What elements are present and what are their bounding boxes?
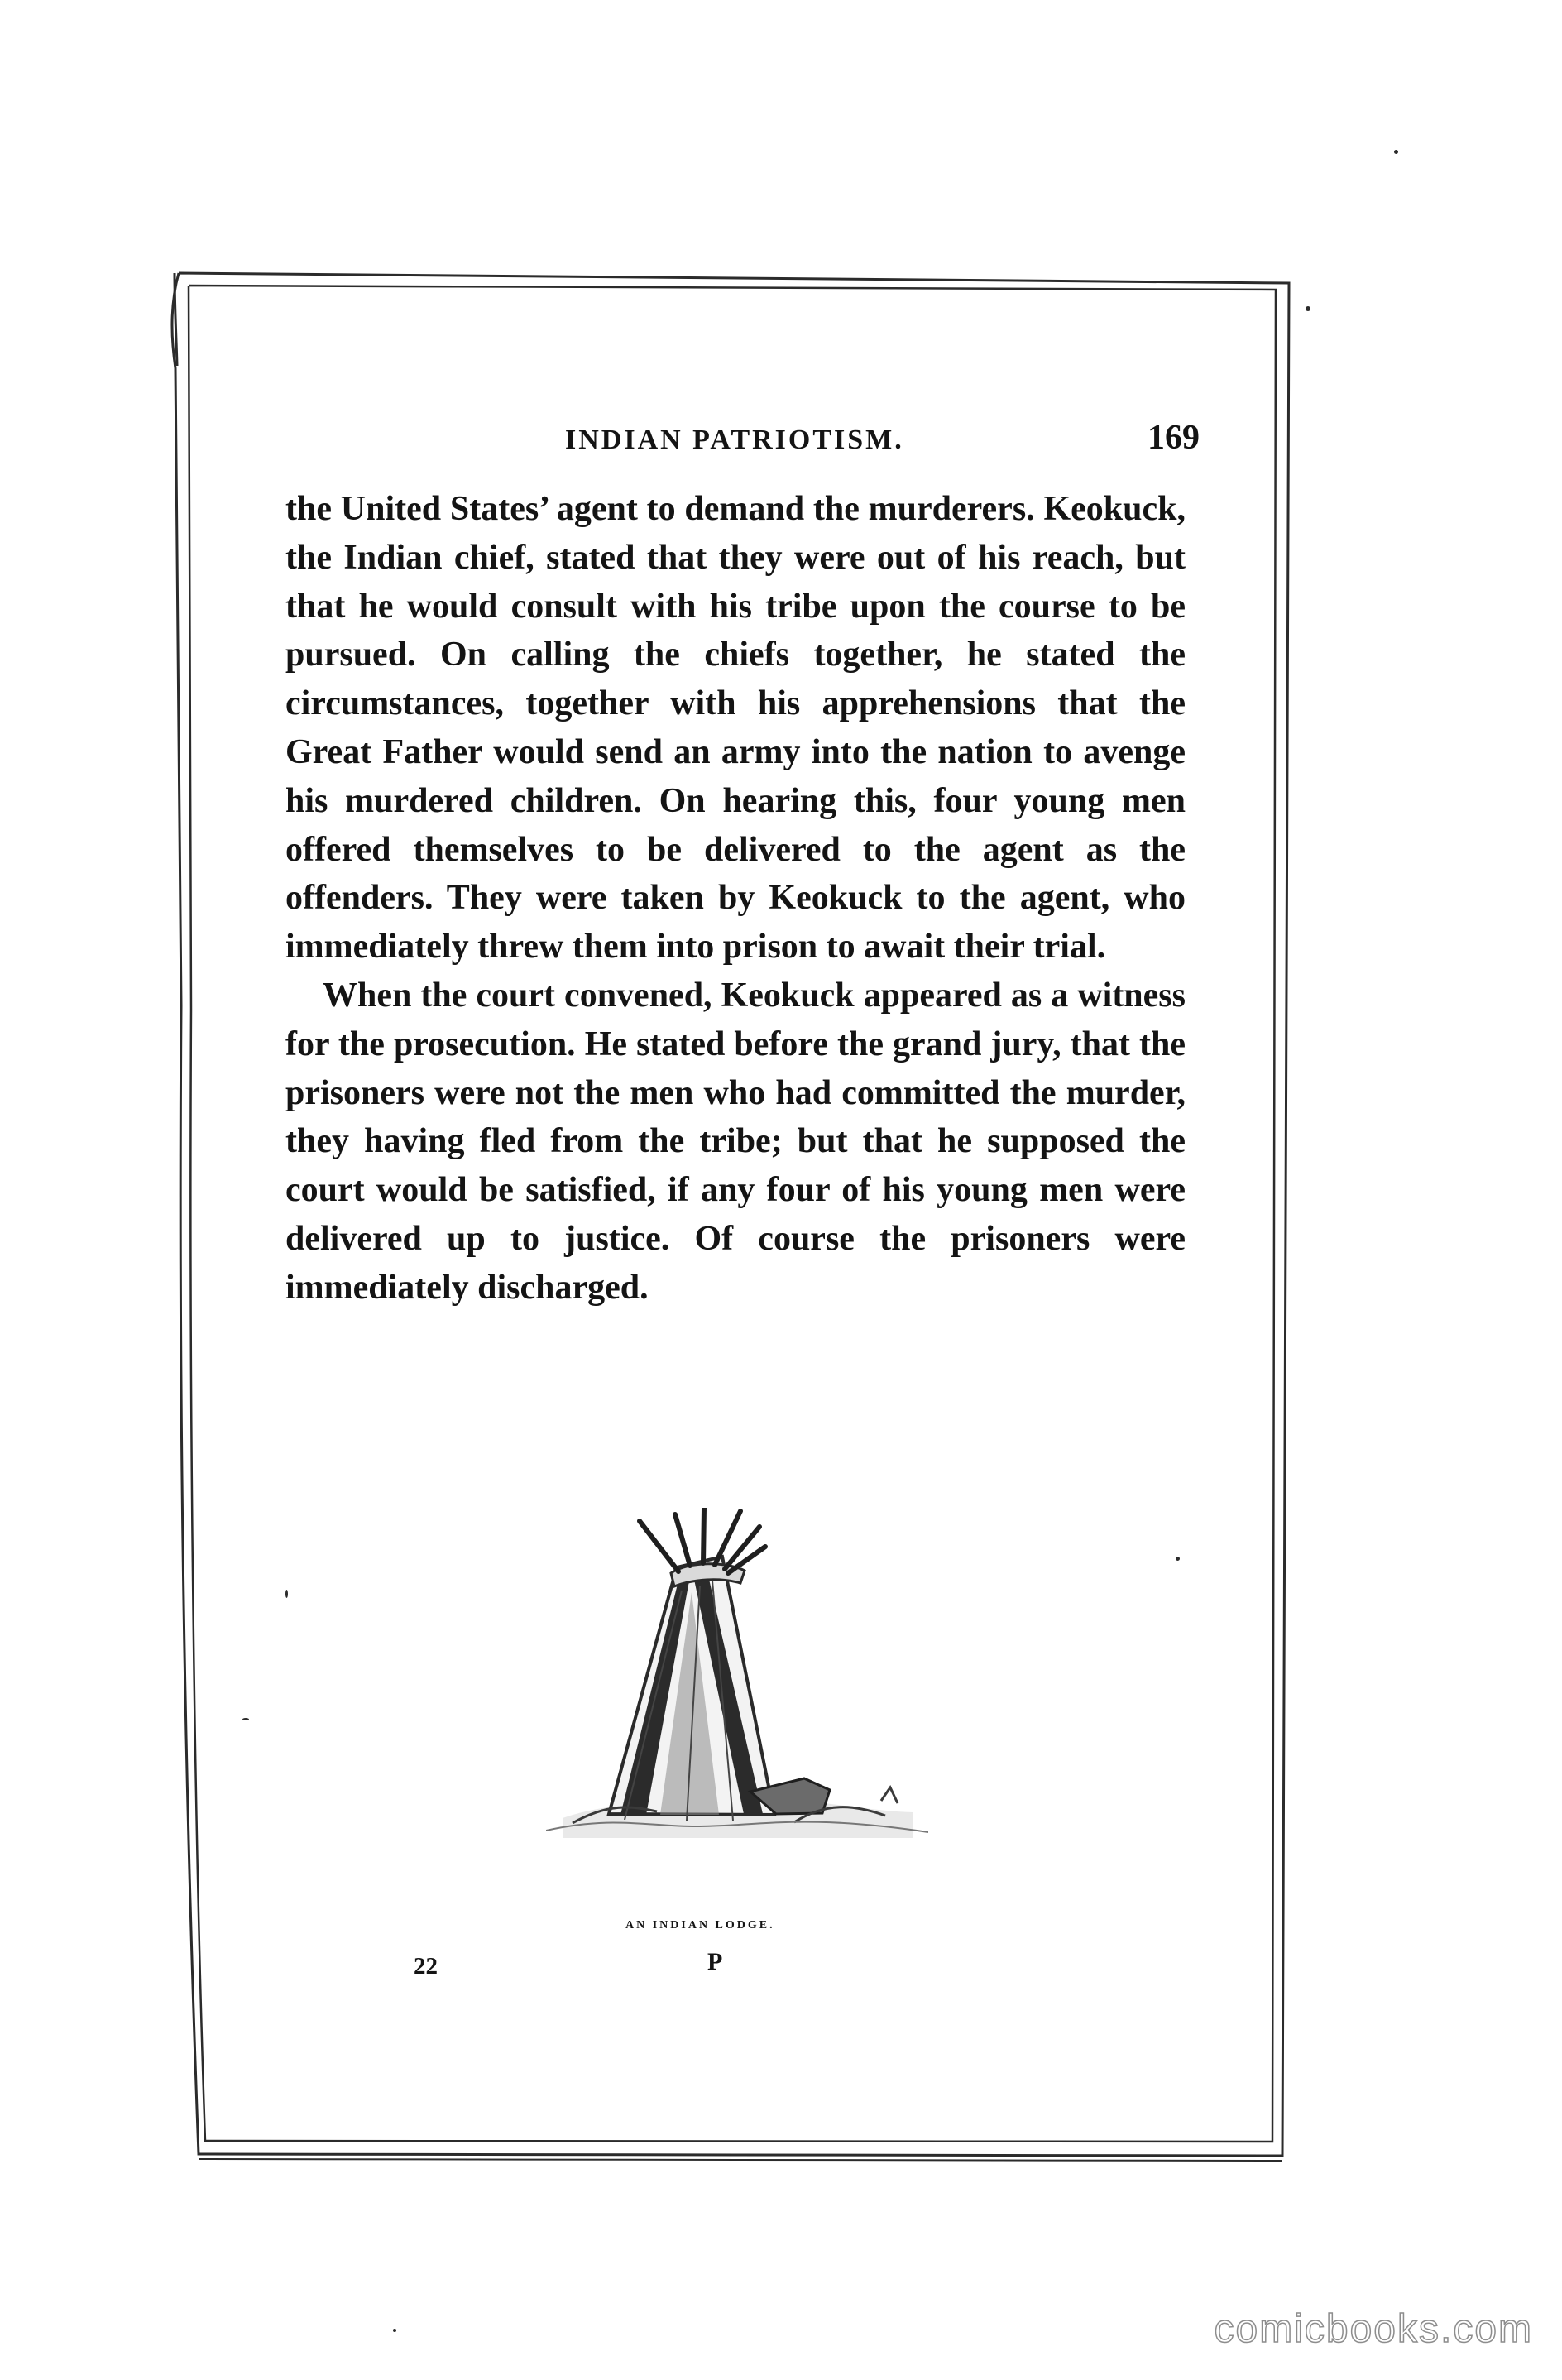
- page-speck: [1394, 150, 1398, 154]
- bottom-double-line: [199, 2154, 1282, 2161]
- page-header: [285, 418, 1200, 468]
- indian-lodge-illustration: [546, 1508, 928, 1865]
- page-speck: [1306, 306, 1310, 311]
- page-speck: [393, 2329, 396, 2332]
- signature-letter: P: [707, 1948, 723, 1975]
- running-head: INDIAN PATRIOTISM.: [565, 425, 904, 455]
- illustration-caption: AN INDIAN LODGE.: [625, 1919, 775, 1931]
- paragraph-2: When the court convened, Keokuck appeared as a witness for the prosecution. He stated before the grand jury, that the prisoners were not the men who had committed the murder, they having fled from the tribe; but that he supposed the court would be satisfied, if any four of his young men were delivered up to justice. Of course the prisoners were immediately discharged.: [285, 976, 1186, 1307]
- page-speck: [285, 1590, 288, 1598]
- watermark-logo: comicbooks.com: [1214, 2307, 1533, 2351]
- page-body-text: [285, 485, 1186, 1312]
- page-number: 169: [1148, 419, 1200, 457]
- signature-number: 22: [414, 1953, 438, 1979]
- paragraph-1: the United States’ agent to demand the murderers. Keokuck, the Indian chief, stated that they were out of his reach, but that he would consult with his tribe upon the course to be pursued. On calling the chiefs together, he stated the circumstances, together with his apprehensions that the Great Father would send an army into the nation to avenge his murdered children. On hearing this, four young men offered themselves to be delivered to the agent as the offenders. They were taken by Keokuck to the agent, who immediately threw them into prison to await their trial.: [285, 490, 1186, 967]
- page-speck: [1176, 1557, 1180, 1561]
- page-speck: [242, 1718, 249, 1720]
